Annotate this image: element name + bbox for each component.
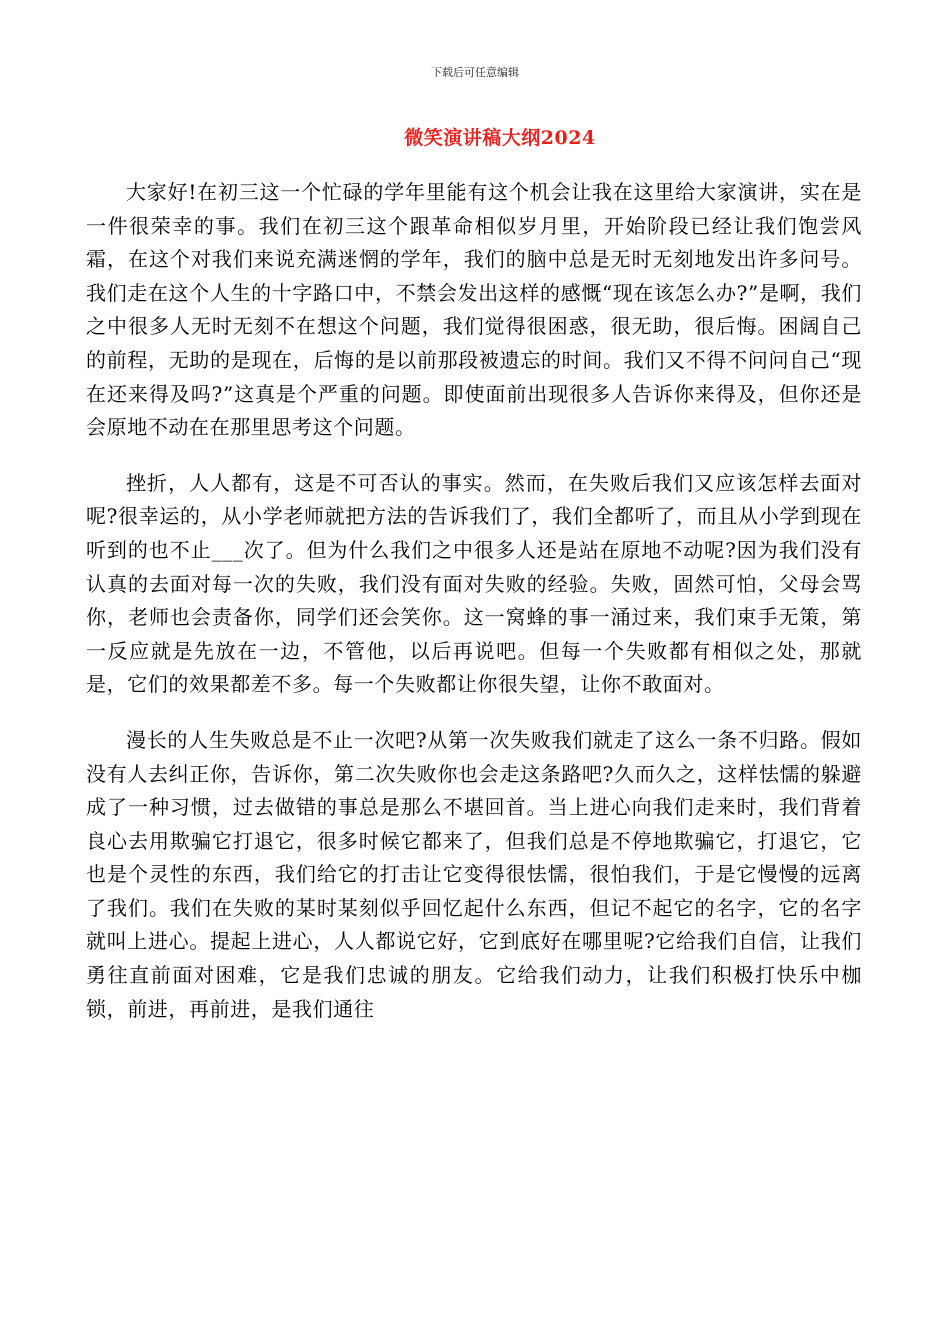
paragraph-2: 挫折，人人都有，这是不可否认的事实。然而，在失败后我们又应该怎样去面对呢?很幸运的，从小学老师就把方法的告诉我们了，我们全都听了，而且从小学到现在听到的也不止___次了。但为什么我们之中很多人还是站在原地不动呢?因为我们没有认真的去面对每一次的失败，我们没有面对失败的经验。失败，固然可怕，父母会骂你，老师也会责备你，同学们还会笑你。这一窝蜂的事一涌过来，我们束手无策，第一反应就是先放在一边，不管他，以后再说吧。但每一个失败都有相似之处，那就是，它们的效果都差不多。每一个失败都让你很失望，让你不敢面对。 <box>86 470 862 697</box>
paragraph-3: 漫长的人生失败总是不止一次吧?从第一次失败我们就走了这么一条不归路。假如没有人去纠正你，告诉你，第二次失败你也会走这条路吧?久而久之，这样怯懦的躲避成了一种习惯，过去做错的事总是那么不堪回首。当上进心向我们走来时，我们背着良心去用欺骗它打退它，很多时候它都来了，但我们总是不停地欺骗它，打退它，它也是个灵性的东西，我们给它的打击让它变得很怯懦，很怕我们，于是它慢慢的远离了我们。我们在失败的某时某刻似乎回忆起什么东西，但记不起它的名字，它的名字就叫上进心。提起上进心，人人都说它好，它到底好在哪里呢?它给我们自信，让我们勇往直前面对困难，它是我们忠诚的朋友。它给我们动力，让我们积极打快乐中枷锁，前进，再前进，是我们通往 <box>86 727 862 1021</box>
document-body <box>86 176 862 1048</box>
header-note: 下载后可任意编辑 <box>431 66 519 79</box>
document-title: 微笑演讲稿大纲2024 <box>404 127 596 149</box>
paragraph-1: 大家好!在初三这一个忙碌的学年里能有这个机会让我在这里给大家演讲，实在是一件很荣幸的事。我们在初三这个跟革命相似岁月里，开始阶段已经让我们饱尝风霜，在这个对我们来说充满迷惘的学年，我们的脑中总是无时无刻地发出许多问号。我们走在这个人生的十字路口中，不禁会发出这样的感慨“现在该怎么办?”是啊，我们之中很多人无时无刻不在想这个问题，我们觉得很困惑，很无助，很后悔。困阔自己的前程，无助的是现在，后悔的是以前那段被遗忘的时间。我们又不得不问问自己“现在还来得及吗?”这真是个严重的问题。即使面前出现很多人告诉你来得及，但你还是会原地不动在在那里思考这个问题。 <box>86 180 862 440</box>
